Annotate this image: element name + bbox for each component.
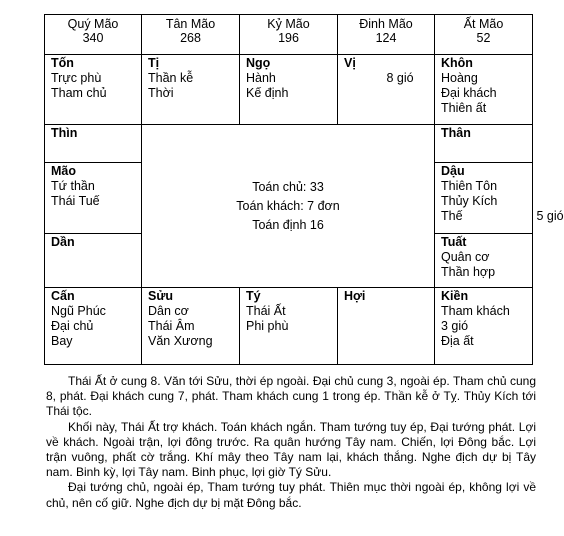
bottom-palace-row — [45, 288, 533, 365]
palace-line: Dân cơ — [148, 304, 189, 318]
palace-line: Quân cơ — [441, 250, 490, 264]
palace-line: Thiên ất — [441, 101, 487, 115]
palace-line: Ngũ Phúc — [51, 304, 106, 318]
palace-name: Kiền — [441, 289, 469, 303]
palace-ti — [142, 55, 240, 125]
thin-row — [45, 125, 533, 163]
palace-name: Sửu — [148, 289, 174, 303]
palace-name: Ngọ — [246, 56, 271, 70]
palace-name: Thân — [441, 126, 471, 140]
year-name: Đinh Mão — [359, 17, 413, 31]
palace-name: Tuất — [441, 235, 467, 249]
year-name: Quý Mão — [67, 17, 119, 31]
paragraph: Thái Ất ở cung 8. Văn tới Sửu, thời ép ngoài. Đại chủ cung 3, ngoài ép. Tham chủ cung 8, phát. Đại khách cung 7, phát. Tham khách cung 1 trong ép. Thần kễ ở Tỵ. Thủy Kích tới Thái tộc. — [46, 374, 536, 419]
palace-line: Kế định — [246, 86, 289, 100]
year-cell — [435, 15, 533, 55]
year-value: 52 — [476, 31, 491, 45]
palace-line: Thủy Kích — [441, 194, 498, 208]
palace-tuat — [435, 234, 533, 288]
palace-line: Thần hợp — [441, 265, 496, 279]
palace-dan — [45, 234, 142, 288]
palace-line: Tham khách — [441, 304, 510, 318]
palace-can — [45, 288, 142, 365]
palace-line: Thần kễ — [148, 71, 194, 85]
year-name: Tân Mão — [165, 17, 216, 31]
palace-line: Phi phù — [246, 319, 289, 333]
year-value: 268 — [180, 31, 201, 45]
palace-line: 3 gió — [441, 319, 469, 333]
palace-line: Thái Âm — [148, 319, 195, 333]
palace-kien — [435, 288, 533, 365]
toan-chu: Toán chủ: 33 — [252, 179, 324, 194]
palace-name: Vị — [344, 56, 356, 70]
toan-khach: Toán khách: 7 đơn — [236, 198, 340, 213]
year-name: Ất Mão — [463, 17, 504, 31]
palace-line: Hoàng — [441, 71, 478, 85]
palace-line: Văn Xương — [148, 334, 213, 348]
palace-line: Hành — [246, 71, 276, 85]
palace-dau — [435, 163, 564, 234]
palace-line: Địa ất — [441, 334, 474, 348]
palace-ton — [45, 55, 142, 125]
palace-name: Hợi — [344, 289, 366, 303]
palace-line: Thái Ất — [246, 304, 286, 318]
center-summary — [142, 125, 435, 288]
palace-name: Dậu — [441, 164, 465, 178]
palace-suu — [142, 288, 240, 365]
year-value: 196 — [278, 31, 299, 45]
palace-extra: 5 gió — [536, 209, 564, 223]
palace-line: Tham chủ — [51, 86, 107, 100]
palace-name: Khôn — [441, 56, 473, 70]
commentary — [46, 374, 536, 511]
palace-mao — [45, 163, 142, 234]
palace-name: Tý — [246, 289, 261, 303]
palace-line: Tứ thần — [51, 179, 95, 193]
year-name: Kỷ Mão — [267, 17, 310, 31]
palace-name: Tốn — [51, 56, 74, 70]
palace-line: Thế — [441, 209, 463, 223]
palace-line: Thiên Tôn — [441, 179, 498, 193]
palace-ty — [240, 288, 338, 365]
year-cell — [338, 15, 435, 55]
palace-extra: 8 gió — [386, 71, 414, 85]
year-value: 340 — [82, 31, 104, 45]
paragraph: Đại tướng chủ, ngoài ép, Tham tướng tuy phát. Thiên mục thời ngoài ép, không lợi về chủ, nên cố giữ. Nghe địch dự bị mặt Đông bắc. — [46, 480, 536, 510]
divination-grid — [44, 14, 564, 365]
palace-khon — [435, 55, 533, 125]
palace-line: Đại chủ — [51, 319, 94, 333]
palace-hoi — [338, 288, 435, 365]
palace-name: Dần — [51, 235, 75, 249]
palace-name: Tị — [148, 56, 160, 70]
top-palace-row — [45, 55, 533, 125]
palace-line: Đại khách — [441, 86, 497, 100]
palace-thin — [45, 125, 142, 163]
year-value: 124 — [375, 31, 397, 45]
year-cell — [45, 15, 142, 55]
year-cell — [240, 15, 338, 55]
paragraph: Khối này, Thái Ất trợ khách. Toán khách ngắn. Tham tướng tuy ép, Đại tướng phát. Lợi về khách. Ngoài trận, lợi đông trước. Ra quân hướng Tây nam. Chiến, lợi Đông bắc. Lợi trận vuông, phất cờ trắng. Khí mây theo Tây nam lại, khách thắng. Nghe địch dự bị Tây nam. Binh kỳ, lợi Tây nam. Binh phục, lợi giờ Tý Sửu. — [46, 419, 536, 480]
palace-than — [435, 125, 533, 163]
year-cell — [142, 15, 240, 55]
palace-name: Thìn — [51, 126, 78, 140]
palace-name: Cấn — [51, 289, 75, 303]
palace-line: Thời — [148, 86, 174, 100]
palace-vi — [338, 55, 435, 125]
palace-line: Thái Tuế — [51, 194, 100, 208]
palace-name: Mão — [51, 164, 76, 178]
year-row — [45, 15, 533, 55]
toan-dinh: Toán định 16 — [252, 217, 324, 232]
palace-line: Trực phù — [51, 71, 102, 85]
palace-line: Bay — [51, 334, 73, 348]
